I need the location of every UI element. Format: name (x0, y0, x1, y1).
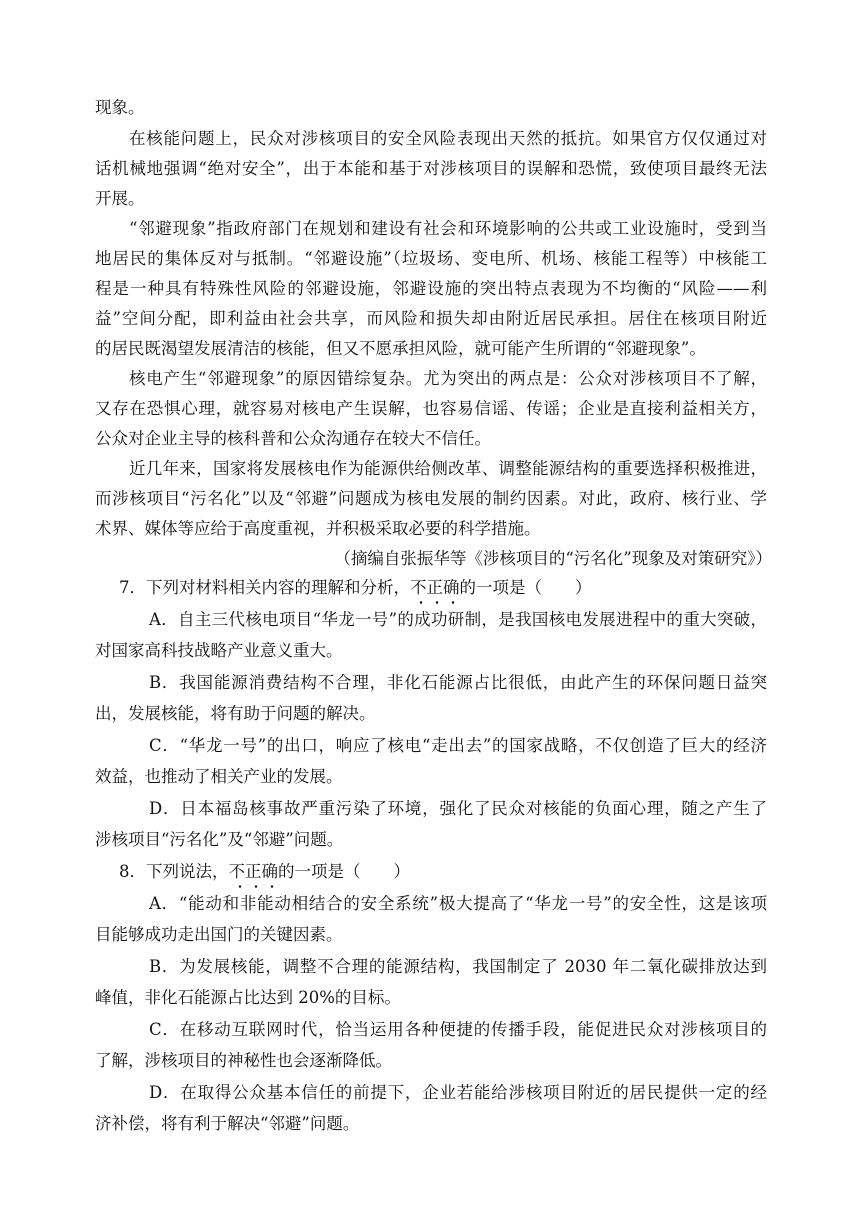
paragraph-line: 近几年来，国家将发展核电作为能源供给侧改革、调整能源结构的重要选择积极推进， (129, 459, 767, 478)
paragraph-line: 话机械地强调“绝对安全”，出于本能和基于对涉核项目的误解和恐慌，致使项目最终无法 (95, 159, 767, 178)
q7-option-a: A．自主三代核电项目“华龙一号”的成功研制，是我国核电发展进程中的重大突破， (149, 610, 767, 629)
q8-option-a-cont: 目能够成功走出国门的关键因素。 (95, 925, 343, 944)
q7-option-c: C．“华龙一号”的出口，响应了核电“走出去”的国家战略，不仅创造了巨大的经济 (149, 736, 767, 755)
q8-option-b: B．为发展核能，调整不合理的能源结构，我国制定了 2030 年二氧化碳排放达到 (149, 957, 767, 976)
q8-option-c: C．在移动互联网时代，恰当运用各种便捷的传播手段，能促进民众对涉核项目的 (149, 1020, 767, 1039)
q7-option-c-cont: 效益，也推动了相关产业的发展。 (95, 767, 343, 786)
q8-option-d-cont: 济补偿，将有利于解决“邻避”问题。 (95, 1114, 360, 1133)
paragraph-line: 程是一种具有特殊性风险的邻避设施，邻避设施的突出特点表现为不均衡的“风险——利 (95, 279, 767, 298)
question-8-stem (119, 861, 767, 883)
paragraph-line: 又存在恐惧心理，就容易对核电产生误解，也容易信谣、传谣；企业是直接利益相关方， (95, 399, 767, 418)
q7-option-b-cont: 出，发展核能，将有助于问题的解决。 (95, 704, 376, 723)
question-7-suffix: 的一项是（ ） (459, 578, 592, 597)
paragraph-line: 术界、媒体等应给于高度重视，并积极采取必要的科学措施。 (95, 519, 541, 538)
paragraph-line: 地居民的集体反对与抵制。“邻避设施”（垃圾场、变电所、机场、核能工程等）中核能工 (95, 249, 767, 268)
q7-option-a-cont: 对国家高科技战略产业意义重大。 (95, 641, 343, 660)
paragraph-line: 开展。 (95, 189, 145, 208)
paragraph-line: “邻避现象”指政府部门在规划和建设有社会和环境影响的公共或工业设施时，受到当 (129, 219, 767, 238)
question-7-prefix: 7．下列对材料相关内容的理解和分析， (119, 578, 410, 597)
question-8-suffix: 的一项是（ ） (278, 862, 410, 881)
q7-option-d: D．日本福岛核事故严重污染了环境，强化了民众对核能的负面心理，随之产生了 (149, 799, 767, 818)
source-citation: （摘编自张振华等《涉核项目的“污名化”现象及对策研究》） (334, 549, 772, 568)
q8-option-a: A．“能动和非能动相结合的安全系统”极大提高了“华龙一号”的安全性，这是该项 (149, 894, 767, 913)
paragraph-line: 公众对企业主导的核科普和公众沟通存在较大不信任。 (95, 429, 491, 448)
paragraph-line: 现象。 (95, 98, 145, 117)
paragraph-line: 而涉核项目“污名化”以及“邻避”问题成为核电发展的制约因素。对此，政府、核行业、学 (95, 489, 767, 508)
question-7-stem (119, 577, 767, 599)
q7-option-d-cont: 涉核项目“污名化”及“邻避”问题。 (95, 830, 344, 849)
question-8-prefix: 8．下列说法， (119, 862, 229, 881)
paragraph-line: 益”空间分配，即利益由社会共享，而风险和损失却由附近居民承担。居住在核项目附近 (95, 309, 767, 328)
paragraph-line: 在核能问题上，民众对涉核项目的安全风险表现出天然的抵抗。如果官方仅仅通过对 (129, 129, 767, 148)
q8-option-d: D．在取得公众基本信任的前提下，企业若能给涉核项目附近的居民提供一定的经 (149, 1083, 767, 1102)
paragraph-line: 的居民既渴望发展清洁的核能，但又不愿承担风险，就可能产生所谓的“邻避现象”。 (95, 339, 706, 358)
q8-option-b-cont: 峰值，非化石能源占比达到 20%的目标。 (95, 988, 401, 1007)
question-8-emphasis: 不正确 (228, 862, 278, 881)
q7-option-b: B．我国能源消费结构不合理，非化石能源占比很低，由此产生的环保问题日益突 (149, 673, 767, 692)
question-7-emphasis: 不正确 (410, 578, 460, 597)
paragraph-line: 核电产生“邻避现象”的原因错综复杂。尤为突出的两点是：公众对涉核项目不了解， (129, 369, 767, 388)
q8-option-c-cont: 了解，涉核项目的神秘性也会逐渐降低。 (95, 1051, 392, 1070)
